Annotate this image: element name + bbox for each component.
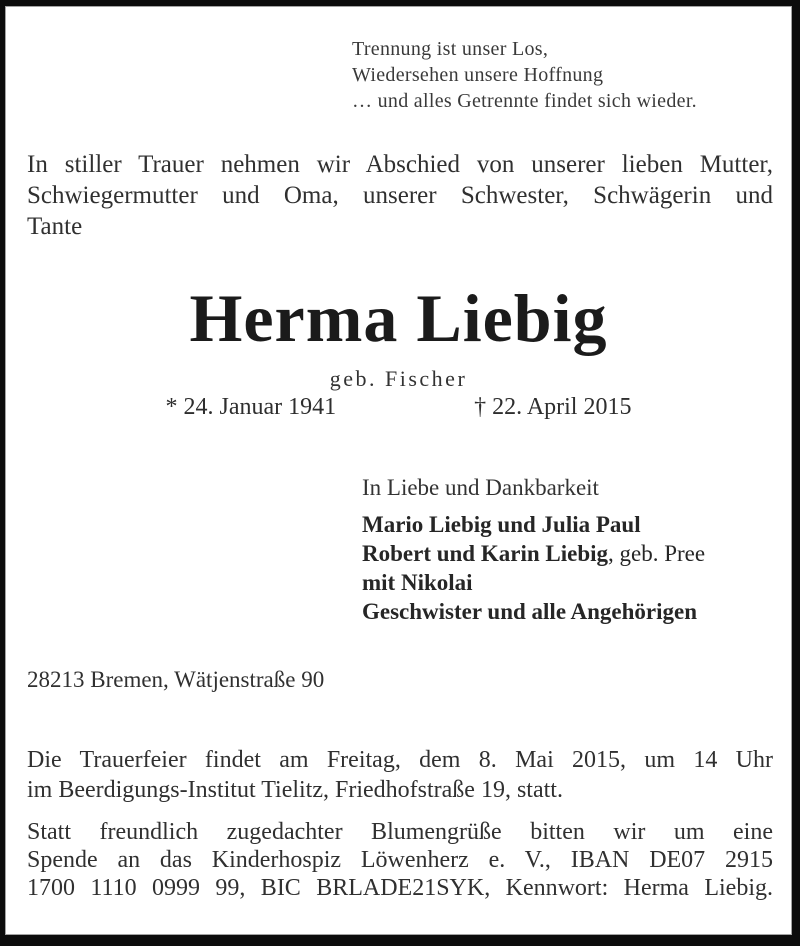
mourner-line xyxy=(362,568,772,597)
intro-line: In stiller Trauer nehmen wir Abschied von unserer lieben Mutter, xyxy=(27,151,773,178)
mourner-line xyxy=(362,510,772,539)
epigraph-line: … und alles Getrennte findet sich wieder. xyxy=(352,90,697,112)
mourner-line xyxy=(362,597,772,626)
intro-line: Tante xyxy=(27,213,83,240)
mourner-name: mit Nikolai xyxy=(362,570,473,595)
intro-paragraph xyxy=(27,149,773,242)
maiden-name: geb. Fischer xyxy=(329,366,468,391)
death-date: † 22. April 2015 xyxy=(474,394,632,420)
mourner-name: Geschwister und alle Angehörigen xyxy=(362,599,698,624)
dedication-heading: In Liebe und Dankbarkeit xyxy=(362,475,599,500)
deceased-name: Herma Liebig xyxy=(189,280,608,356)
address-line: 28213 Bremen, Wätjenstraße 90 xyxy=(27,667,325,692)
funeral-line: Die Trauerfeier findet am Freitag, dem 8. Mai 2015, um 14 Uhr xyxy=(27,747,773,773)
epigraph-line: Trennung ist unser Los, xyxy=(352,38,549,60)
donation-line: 1700 1110 0999 99, BIC BRLADE21SYK, Kennwort: Herma Liebig. xyxy=(27,875,773,901)
life-dates xyxy=(6,394,791,421)
obituary-notice xyxy=(5,6,792,935)
funeral-line: im Beerdigungs-Institut Tielitz, Friedhofstraße 19, statt. xyxy=(27,777,563,803)
mourner-name: Mario Liebig und Julia Paul xyxy=(362,512,641,537)
mourner-line xyxy=(362,539,772,568)
funeral-info xyxy=(27,745,773,805)
birth-date: * 24. Januar 1941 xyxy=(165,394,337,420)
donation-line: Statt freundlich zugedachter Blumengrüße bitten wir um eine xyxy=(27,819,773,845)
donation-line: Spende an das Kinderhospiz Löwenherz e. V., IBAN DE07 2915 xyxy=(27,847,773,873)
epigraph xyxy=(352,36,782,114)
mourner-name: Robert und Karin Liebig xyxy=(362,541,609,566)
epigraph-line: Wiedersehen unsere Hoffnung xyxy=(352,64,604,86)
mourners-list xyxy=(362,510,772,626)
mourner-suffix: , geb. Pree xyxy=(608,541,706,566)
donation-info xyxy=(27,818,773,902)
intro-line: Schwiegermutter und Oma, unserer Schwester, Schwägerin und xyxy=(27,182,773,209)
